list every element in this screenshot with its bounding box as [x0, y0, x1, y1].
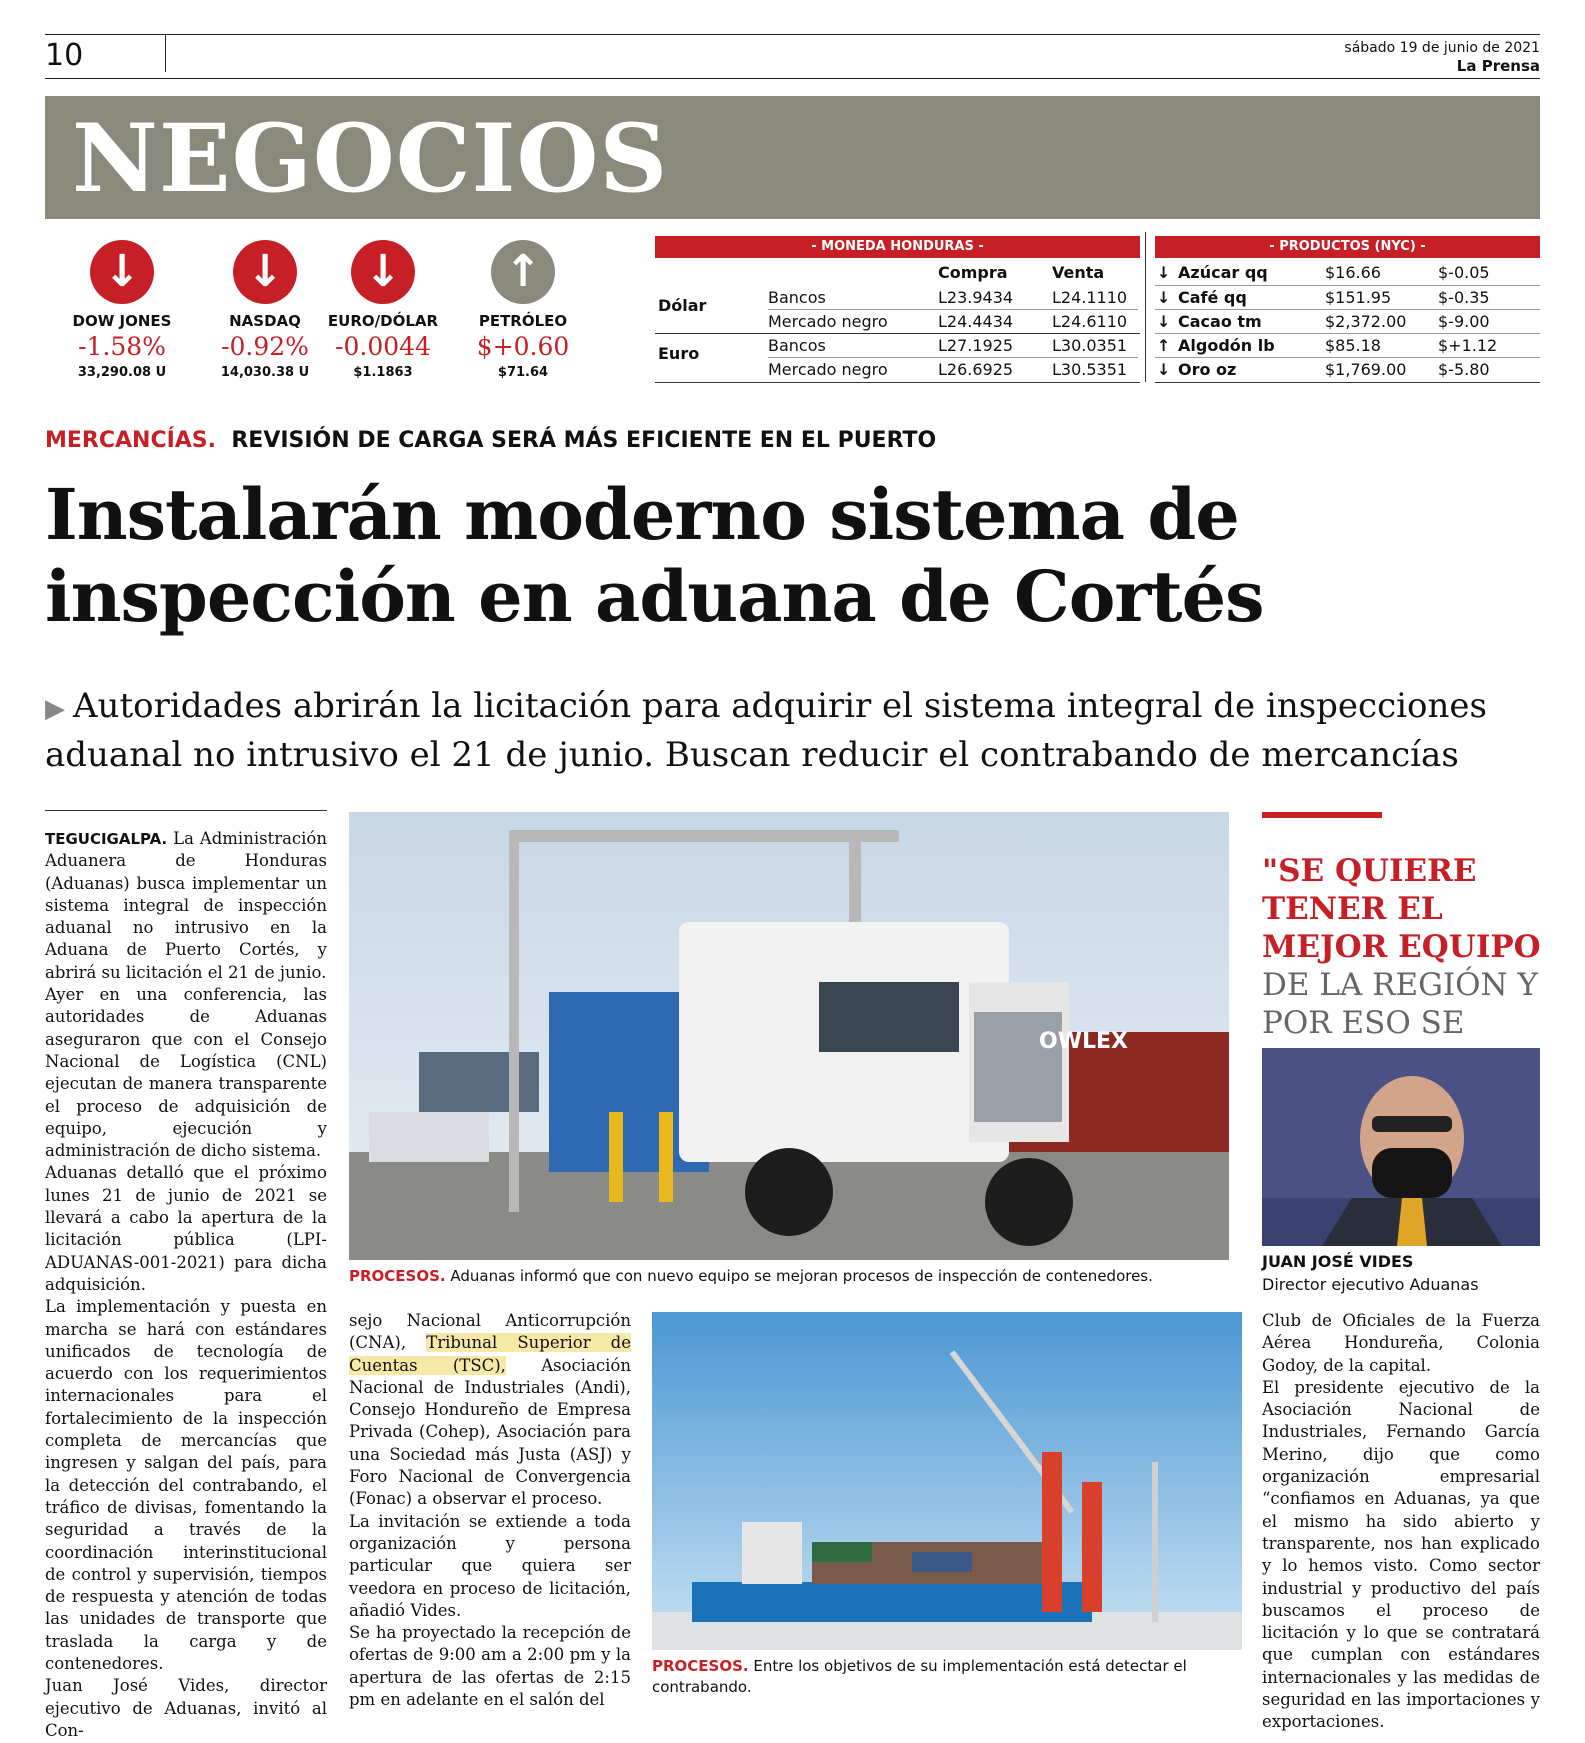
product-price: $16.66 — [1325, 263, 1381, 282]
product-change: $-5.80 — [1438, 360, 1490, 379]
headline-line-2: inspección en aduana de Cortés — [45, 555, 1264, 638]
ticker-value: 33,290.08 U — [77, 365, 167, 380]
ticker-change: -0.92% — [221, 332, 309, 361]
ticker-value: 14,030.38 U — [220, 365, 310, 380]
header-sell: Venta — [1052, 263, 1105, 282]
photo-truck-inspection — [349, 812, 1229, 1260]
paragraph-text: sejo Nacional Anticorrupción (CNA), — [349, 1311, 631, 1353]
photo-port-ship — [652, 1312, 1242, 1650]
product-name: Oro oz — [1178, 360, 1237, 379]
paragraph-text: Asociación Nacional de Industriales (Andi), Consejo Hondureño de Empresa Privada (Cohep), Asociación para una Sociedad más Justa (ASJ) y Foro Nacional de Convergencia (Fonac) a observar el proceso. — [349, 1355, 631, 1509]
kicker-text: REVISIÓN DE CARGA SERÁ MÁS EFICIENTE EN EL PUERTO — [231, 428, 937, 453]
arrow-down-icon: ↓ — [1157, 312, 1171, 331]
product-change: $+1.12 — [1438, 336, 1498, 355]
photo-caption-2 — [652, 1656, 1242, 1698]
rate-sell: L24.1110 — [1052, 288, 1128, 307]
caption-label: PROCESOS. — [652, 1657, 749, 1675]
rate-sell: L30.0351 — [1052, 336, 1128, 355]
subheadline — [45, 683, 1525, 778]
caption-text: Entre los objetivos de su implementación está detectar el contrabando. — [652, 1657, 1187, 1696]
ticker-dow-jones — [57, 240, 187, 380]
ticker-name: PETRÓLEO — [478, 312, 568, 330]
kicker — [45, 428, 936, 453]
column-rule — [45, 810, 327, 811]
table-separator — [1145, 232, 1146, 382]
headline-line-1: Instalarán moderno sistema de — [45, 473, 1239, 556]
arrow-down-icon: ↓ — [233, 240, 297, 304]
paragraph: El presidente ejecutivo de la Asociación Nacional de Industriales, Fernando García Merino, dijo que como organización empresarial “confiamos en Aduanas, ya que el mismo ha sido abierto y transparente, nos han explicado y lo hemos visto. Como sector industrial y productivo del país buscamos el proceso de licitación y lo que se contratará que cumplan con estándares internacionales y las medidas de seguridad en las importaciones y exportaciones. — [1262, 1377, 1540, 1732]
ticker-nasdaq — [200, 240, 330, 380]
dateline: TEGUCIGALPA. — [45, 830, 168, 848]
portrait-photo — [1262, 1048, 1540, 1246]
row-divider — [1155, 333, 1540, 334]
rate-buy: L27.1925 — [938, 336, 1014, 355]
paragraph — [45, 828, 327, 984]
quote-author-role: Director ejecutivo Aduanas — [1262, 1275, 1479, 1294]
ticker-name: DOW JONES — [72, 312, 172, 330]
truck-photo-illustration — [349, 812, 1229, 1260]
arrow-down-icon: ↓ — [90, 240, 154, 304]
currency-euro: Euro — [658, 344, 700, 363]
arrow-down-icon: ↓ — [1157, 263, 1171, 282]
row-divider — [1155, 357, 1540, 358]
caption-label: PROCESOS. — [349, 1267, 446, 1285]
highlighted-text: Tribunal Superior de Cuentas (TSC), — [349, 1333, 631, 1375]
arrow-down-icon: ↓ — [351, 240, 415, 304]
product-name: Café qq — [1178, 288, 1247, 307]
paragraph: La implementación y puesta en marcha se hará con estándares unificados de tecnología de acuerdo con los requerimientos internacionales para el fortalecimiento de la inspección completa de mercancías que ingresen y salgan del país, para la detección del contrabando, el tráfico de divisas, fomentando la seguridad a través de la coordinación interinstitucional de control y supervisión, tiempos de respuesta y atención de todas las unidades de transporte que traslada la carga y de contenedores. — [45, 1297, 327, 1673]
truck-sign-text: OWLEX — [1039, 1029, 1128, 1054]
rate-sell: L24.6110 — [1052, 312, 1128, 331]
rate-buy: L26.6925 — [938, 360, 1014, 379]
arrow-down-icon: ↓ — [1157, 288, 1171, 307]
product-name: Algodón lb — [1178, 336, 1275, 355]
row-divider — [655, 382, 1140, 383]
photo-caption-1 — [349, 1266, 1239, 1287]
product-name: Cacao tm — [1178, 312, 1262, 331]
quote-rule — [1262, 812, 1382, 818]
quote-author-name: JUAN JOSÉ VIDES — [1262, 1252, 1414, 1271]
row-divider — [1155, 285, 1540, 286]
paragraph: Se ha proyectado la recepción de ofertas de 9:00 am a 2:00 pm y la apertura de las ofertas de 2:15 pm en adelante en el salón del — [349, 1623, 631, 1710]
arrow-up-icon: ↑ — [1157, 336, 1171, 355]
ticker-change: -0.0044 — [335, 332, 431, 361]
kicker-label: MERCANCÍAS. — [45, 428, 217, 453]
ticker-petroleo — [458, 240, 588, 380]
quote-rest: DE LA REGIÓN Y POR ESO SE — [1262, 967, 1539, 1041]
product-price: $1,769.00 — [1325, 360, 1407, 379]
currency-dolar: Dólar — [658, 296, 707, 315]
paragraph: Club de Oficiales de la Fuerza Aérea Hondureña, Colonia Godoy, de la capital. — [1262, 1311, 1540, 1375]
ticker-change: $+0.60 — [476, 332, 570, 361]
ticker-name: NASDAQ — [229, 312, 301, 330]
product-name: Azúcar qq — [1178, 263, 1268, 282]
product-price: $151.95 — [1325, 288, 1392, 307]
triangle-right-icon: ▶ — [45, 694, 65, 724]
paragraph-text: La Administración Aduanera de Honduras (Aduanas) busca implementar un sistema integral de inspección aduanal no intrusivo en la Aduana de Puerto Cortés, y abrirá su licitación el 21 de junio. — [45, 829, 327, 982]
row-divider — [768, 357, 1138, 358]
issue-date: sábado 19 de junio de 2021 — [1344, 40, 1540, 56]
rate-type: Mercado negro — [768, 360, 888, 379]
currency-table-title: - MONEDA HONDURAS - — [655, 236, 1140, 258]
headline — [45, 474, 1525, 638]
port-photo-illustration — [652, 1312, 1242, 1650]
paragraph: Ayer en una conferencia, las autoridades de Aduanas aseguraron que con el Consejo Nacional de Logística (CNL) ejecutan de manera transparente el proceso de adquisición de equipo, ejecución y administración de dicho sistema. — [45, 985, 327, 1161]
row-divider — [1155, 309, 1540, 310]
rate-buy: L23.9434 — [938, 288, 1014, 307]
arrow-up-icon: ↑ — [491, 240, 555, 304]
row-divider — [655, 333, 1140, 334]
product-change: $-0.05 — [1438, 263, 1490, 282]
rate-type: Bancos — [768, 288, 826, 307]
newspaper-name: La Prensa — [1456, 57, 1540, 75]
rate-buy: L24.4434 — [938, 312, 1014, 331]
ticker-euro-dolar — [318, 240, 448, 380]
header-rule-bottom — [45, 78, 1540, 79]
rate-type: Mercado negro — [768, 312, 888, 331]
subheadline-text: Autoridades abrirán la licitación para adquirir el sistema integral de inspecciones aduanal no intrusivo el 21 de junio. Buscan reducir el contrabando de mercancías — [45, 686, 1487, 775]
article-column-2 — [349, 1310, 631, 1711]
quote-highlight: "SE QUIERE TENER EL MEJOR EQUIPO — [1262, 853, 1541, 965]
row-divider — [1155, 382, 1540, 383]
paragraph: Aduanas detalló que el próximo lunes 21 de junio de 2021 se llevará a cabo la apertura de la licitación pública (LPI-ADUANAS-001-2021) para dicha adquisición. — [45, 1163, 327, 1294]
ticker-name: EURO/DÓLAR — [327, 312, 439, 330]
paragraph: Juan José Vides, director ejecutivo de Aduanas, invitó al Con- — [45, 1676, 327, 1740]
paragraph — [349, 1310, 631, 1511]
ticker-value: $1.1863 — [353, 365, 413, 380]
products-table-title: - PRODUCTOS (NYC) - — [1155, 236, 1540, 258]
ticker-change: -1.58% — [78, 332, 166, 361]
header-buy: Compra — [938, 263, 1008, 282]
portrait-illustration — [1262, 1048, 1540, 1246]
row-divider — [768, 309, 1138, 310]
page-number: 10 — [45, 38, 84, 73]
ticker-value: $71.64 — [497, 365, 549, 380]
product-price: $85.18 — [1325, 336, 1381, 355]
product-change: $-0.35 — [1438, 288, 1490, 307]
arrow-down-icon: ↓ — [1157, 360, 1171, 379]
caption-text: Aduanas informó que con nuevo equipo se mejoran procesos de inspección de contenedores. — [450, 1267, 1153, 1285]
section-title: NEGOCIOS — [72, 104, 669, 214]
header-separator — [165, 34, 166, 72]
paragraph: La invitación se extiende a toda organización y persona particular que quiera ser veedora en proceso de licitación, añadió Vides. — [349, 1511, 631, 1620]
rate-sell: L30.5351 — [1052, 360, 1128, 379]
header-rule-top — [45, 34, 1540, 35]
rate-type: Bancos — [768, 336, 826, 355]
article-column-1 — [45, 828, 327, 1742]
product-change: $-9.00 — [1438, 312, 1490, 331]
article-column-4 — [1262, 1310, 1540, 1734]
product-price: $2,372.00 — [1325, 312, 1407, 331]
